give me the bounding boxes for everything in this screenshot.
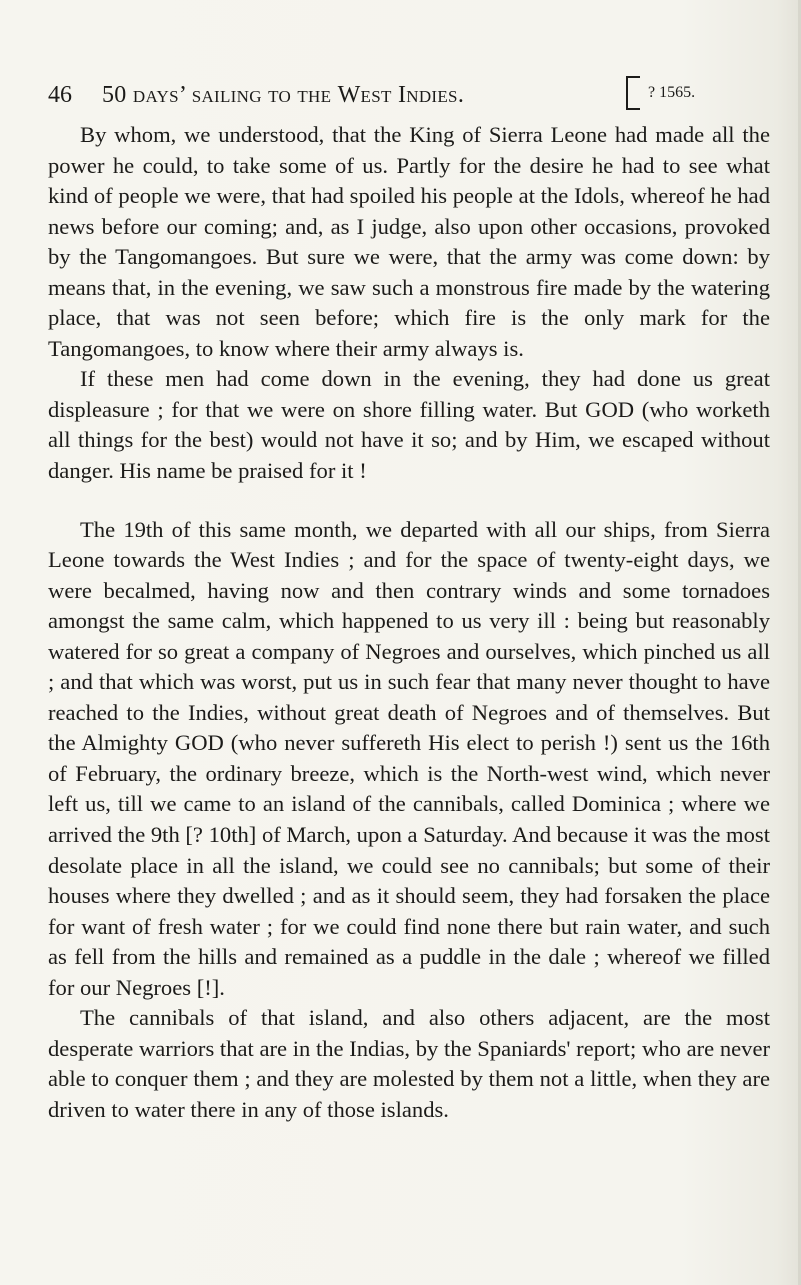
paragraph-4: The cannibals of that island, and also others adjacent, are the most desperate warriors that are in the Indias, by the Spaniards' report; who are never able to conquer them ; and they are molested by them not a little, when they are driven to water there in any of those islands.: [48, 1005, 770, 1122]
year-note: ? 1565.: [648, 84, 696, 101]
year-bracket: [626, 76, 640, 110]
body-text: [48, 120, 770, 1126]
paragraph-3: The 19th of this same month, we departed with all our ships, from Sierra Leone towards the West Indies ; and for the space of twenty-eight days, we were becalmed, having now and then contrary winds and some tornadoes amongst the same calm, which happened to us very ill : being but reasonably watered for so great a company of Negroes and ourselves, which pinched us all ; and that which was worst, put us in such fear that many never thought to have reached to the Indies, without great death of Negroes and of themselves. But the Almighty GOD (who never suffereth His elect to perish !) sent us the 16th of February, the ordinary breeze, which is the North-west wind, which never left us, till we came to an island of the cannibals, called Dominica ; where we arrived the 9th [? 10th] of March, upon a Saturday. And because it was the most desolate place in all the island, we could see no cannibals; but some of their houses where they dwelled ; and as it should seem, they had forsaken the place for want of fresh water ; for we could find none there but rain water, and such as fell from the hills and remained as a puddle in the dale ; whereof we filled for our Negroes [!].: [48, 516, 770, 1000]
running-title: [102, 82, 464, 109]
running-title-place: West Indies.: [337, 82, 465, 108]
paragraph-2: If these men had come down in the evening, they had done us great displeasure ; for that we were on shore filling water. But GOD (who worketh all things for the best) would not have it so; and by Him, we escaped without danger. His name be praised for it !: [48, 366, 770, 484]
running-title-days: days: [132, 82, 179, 108]
page-number: 46: [48, 82, 72, 108]
running-title-middle: sailing to the: [191, 82, 332, 108]
running-title-apostrophe: ’: [178, 82, 186, 108]
running-title-number: 50: [102, 82, 127, 108]
running-header: [48, 78, 768, 118]
paragraph-1: By whom, we understood, that the King of Sierra Leone had made all the power he could, to take some of us. Partly for the desire he had to see what kind of people we were, that had spoiled his people at the Idols, whereof he had news before our coming; and, as I judge, also upon other occasions, provoked by the Tangomangoes. But sure we were, that the army was come down: by means that, in the evening, we saw such a monstrous fire made by the watering place, that was not seen before; which fire is the only mark for the Tangomangoes, to know where their army always is.: [48, 122, 770, 361]
